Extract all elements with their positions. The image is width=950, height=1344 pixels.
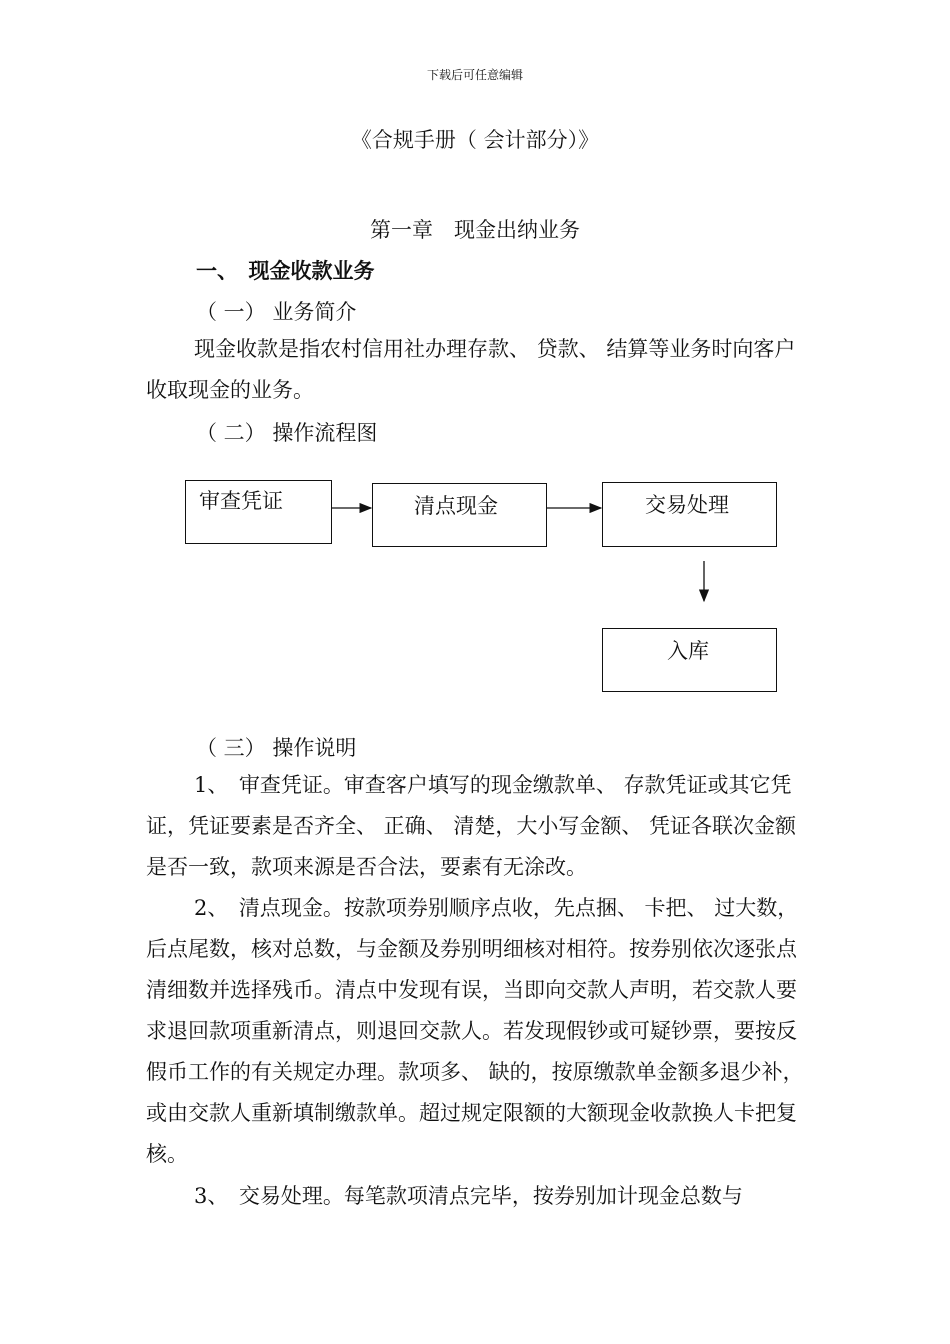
subsection-heading-flowchart: （ 二） 操作流程图 [196, 421, 378, 445]
instruction-item-3: 3、 交易处理。每笔款项清点完毕，按券别加计现金总数与 [194, 1184, 743, 1208]
chapter-heading: 第一章 现金出纳业务 [370, 218, 580, 242]
flow-label-storage: 入库 [667, 639, 709, 663]
subsection-heading-instructions: （ 三） 操作说明 [196, 736, 357, 760]
section-heading: 一、 现金收款业务 [196, 258, 375, 283]
flow-label-review-voucher: 审查凭证 [199, 489, 283, 513]
instruction-item-1: 1、 审查凭证。审查客户填写的现金缴款单、 存款凭证或其它凭证，凭证要素是否齐全、 正确、 清楚，大小写金额、 凭证各联次金额是否一致，款项来源是否合法，要素有无涂改。 [146, 773, 797, 879]
intro-paragraph: 现金收款是指农村信用社办理存款、 贷款、 结算等业务时向客户收取现金的业务。 [146, 337, 796, 402]
instruction-item-2: 2、 清点现金。按款项券别顺序点收，先点捆、 卡把、 过大数，后点尾数，核对总数，与金额及券别明细核对相符。按券别依次逐张点清细数并选择残币。清点中发现有误，当即向交款人声明，若交款人要求退回款项重新清点，则退回交款人。若发现假钞或可疑钞票，要按反假币工作的有关规定办理。款项多、 缺的，按原缴款单金额多退少补，或由交款人重新填制缴款单。超过规定限额的大额现金收款换人卡把复核。 [146, 896, 804, 1166]
flow-label-count-cash: 清点现金 [414, 494, 498, 518]
subsection-heading-intro: （ 一） 业务简介 [196, 300, 357, 324]
flow-label-transaction: 交易处理 [645, 493, 729, 517]
page-header: 下载后可任意编辑 [426, 68, 523, 82]
document-title: 《合规手册（ 会计部分）》 [350, 128, 600, 152]
